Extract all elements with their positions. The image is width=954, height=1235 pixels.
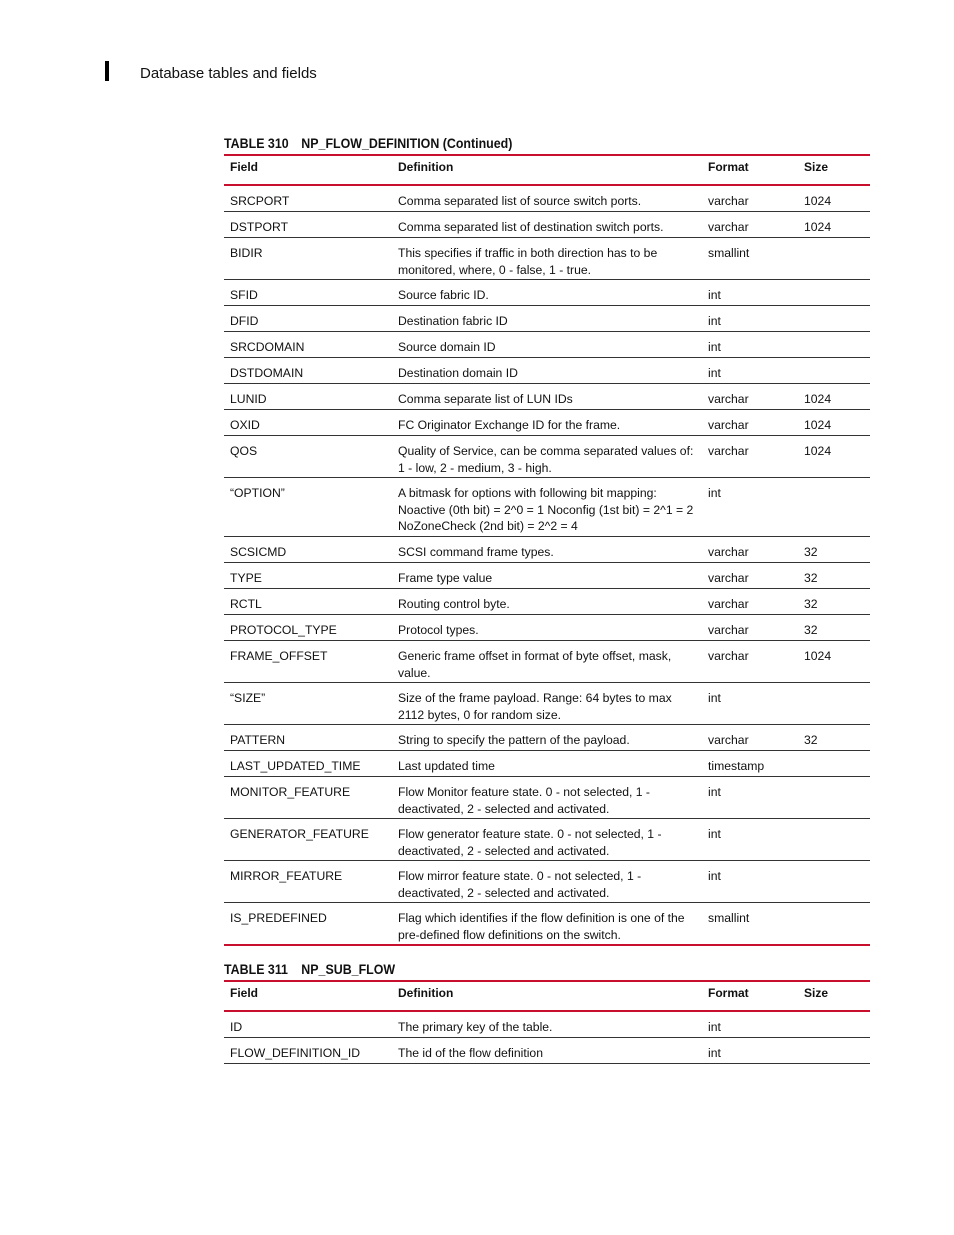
cell-format: timestamp: [702, 751, 798, 777]
table-row: [224, 332, 870, 358]
cell-format: varchar: [702, 589, 798, 615]
cell-format: smallint: [702, 238, 798, 280]
cell-definition: The id of the flow definition: [392, 1038, 702, 1064]
table-row: [224, 563, 870, 589]
cell-definition: SCSI command frame types.: [392, 537, 702, 563]
cell-field: DSTPORT: [224, 212, 392, 238]
cell-definition: Quality of Service, can be comma separated values of: 1 - low, 2 - medium, 3 - high.: [392, 436, 702, 478]
cell-field: FRAME_OFFSET: [224, 641, 392, 683]
column-header-size: Size: [804, 160, 829, 174]
cell-size: 1024: [798, 185, 870, 212]
cell-size: [798, 819, 870, 861]
cell-definition: Flow Monitor feature state. 0 - not selected, 1 - deactivated, 2 - selected and activated.: [392, 777, 702, 819]
cell-field: BIDIR: [224, 238, 392, 280]
cell-definition: This specifies if traffic in both direction has to be monitored, where, 0 - false, 1 - true.: [392, 238, 702, 280]
table-311: [224, 960, 870, 1064]
cell-format: int: [702, 332, 798, 358]
header-rule: [105, 61, 109, 81]
cell-size: 1024: [798, 384, 870, 410]
cell-definition: Generic frame offset in format of byte offset, mask, value.: [392, 641, 702, 683]
table-row: [224, 903, 870, 946]
cell-field: SRCDOMAIN: [224, 332, 392, 358]
column-header-format: Format: [708, 160, 749, 174]
cell-definition: Destination fabric ID: [392, 306, 702, 332]
cell-size: [798, 751, 870, 777]
cell-format: varchar: [702, 641, 798, 683]
table-number: TABLE 310: [224, 136, 289, 151]
cell-format: varchar: [702, 563, 798, 589]
cell-size: [798, 280, 870, 306]
cell-field: QOS: [224, 436, 392, 478]
column-header-definition: Definition: [398, 986, 454, 1000]
table-row: [224, 1038, 870, 1064]
cell-size: [798, 1011, 870, 1038]
cell-size: [798, 306, 870, 332]
cell-field: DFID: [224, 306, 392, 332]
table-row: [224, 306, 870, 332]
table-body: [224, 185, 870, 945]
column-header-field: Field: [230, 160, 259, 174]
cell-field: RCTL: [224, 589, 392, 615]
cell-definition: Source domain ID: [392, 332, 702, 358]
cell-field: IS_PREDEFINED: [224, 903, 392, 946]
cell-field: “SIZE”: [224, 683, 392, 725]
table-row: [224, 615, 870, 641]
cell-field: SRCPORT: [224, 185, 392, 212]
table-row: [224, 384, 870, 410]
table-row: [224, 777, 870, 819]
table-title: NP_FLOW_DEFINITION (Continued): [301, 136, 513, 151]
cell-field: OXID: [224, 410, 392, 436]
table-310: [224, 134, 870, 946]
table-number: TABLE 311: [224, 962, 288, 977]
table-row: [224, 819, 870, 861]
table-row: [224, 589, 870, 615]
table-header-row: [224, 155, 870, 185]
cell-size: [798, 1038, 870, 1064]
cell-field: SCSICMD: [224, 537, 392, 563]
cell-format: int: [702, 478, 798, 537]
table-row: [224, 641, 870, 683]
cell-definition: Comma separated list of destination switch ports.: [392, 212, 702, 238]
cell-field: MONITOR_FEATURE: [224, 777, 392, 819]
cell-size: [798, 332, 870, 358]
cell-definition: Flow mirror feature state. 0 - not selected, 1 - deactivated, 2 - selected and activated.: [392, 861, 702, 903]
cell-definition: Destination domain ID: [392, 358, 702, 384]
table-body: [224, 1011, 870, 1064]
cell-size: 1024: [798, 436, 870, 478]
cell-size: 32: [798, 563, 870, 589]
column-header-size: Size: [804, 986, 829, 1000]
cell-field: LAST_UPDATED_TIME: [224, 751, 392, 777]
table-caption: [224, 134, 818, 154]
table-caption: [224, 960, 818, 980]
cell-format: int: [702, 1011, 798, 1038]
cell-size: 32: [798, 537, 870, 563]
table-header-row: [224, 981, 870, 1011]
cell-definition: String to specify the pattern of the payload.: [392, 725, 702, 751]
table-row: [224, 436, 870, 478]
cell-field: GENERATOR_FEATURE: [224, 819, 392, 861]
cell-size: [798, 358, 870, 384]
cell-definition: Comma separated list of source switch ports.: [392, 185, 702, 212]
table-row: [224, 238, 870, 280]
cell-field: “OPTION”: [224, 478, 392, 537]
cell-format: varchar: [702, 615, 798, 641]
table-row: [224, 725, 870, 751]
cell-format: varchar: [702, 384, 798, 410]
cell-definition: Flow generator feature state. 0 - not selected, 1 - deactivated, 2 - selected and activated.: [392, 819, 702, 861]
cell-definition: Size of the frame payload. Range: 64 bytes to max 2112 bytes, 0 for random size.: [392, 683, 702, 725]
cell-size: 32: [798, 725, 870, 751]
cell-definition: The primary key of the table.: [392, 1011, 702, 1038]
cell-field: TYPE: [224, 563, 392, 589]
cell-size: [798, 238, 870, 280]
cell-format: int: [702, 861, 798, 903]
cell-definition: FC Originator Exchange ID for the frame.: [392, 410, 702, 436]
page-header-title: Database tables and fields: [140, 65, 317, 82]
cell-size: [798, 903, 870, 946]
cell-field: PATTERN: [224, 725, 392, 751]
cell-format: int: [702, 306, 798, 332]
cell-size: 32: [798, 615, 870, 641]
cell-format: varchar: [702, 436, 798, 478]
table-row: [224, 410, 870, 436]
table-row: [224, 280, 870, 306]
cell-field: LUNID: [224, 384, 392, 410]
cell-size: 32: [798, 589, 870, 615]
cell-format: int: [702, 358, 798, 384]
cell-field: FLOW_DEFINITION_ID: [224, 1038, 392, 1064]
table-row: [224, 861, 870, 903]
cell-size: 1024: [798, 410, 870, 436]
table-row: [224, 185, 870, 212]
cell-size: [798, 683, 870, 725]
cell-definition: Flag which identifies if the flow definition is one of the pre-defined flow definitions on the switch.: [392, 903, 702, 946]
cell-format: varchar: [702, 725, 798, 751]
table-title: NP_SUB_FLOW: [301, 962, 396, 977]
cell-definition: Source fabric ID.: [392, 280, 702, 306]
table-row: [224, 751, 870, 777]
cell-format: int: [702, 819, 798, 861]
cell-size: [798, 861, 870, 903]
cell-format: smallint: [702, 903, 798, 946]
cell-size: [798, 777, 870, 819]
cell-field: SFID: [224, 280, 392, 306]
cell-format: varchar: [702, 185, 798, 212]
column-header-format: Format: [708, 986, 749, 1000]
cell-field: DSTDOMAIN: [224, 358, 392, 384]
table-row: [224, 212, 870, 238]
data-table: [224, 154, 870, 946]
table-row: [224, 683, 870, 725]
cell-definition: A bitmask for options with following bit mapping: Noactive (0th bit) = 2^0 = 1 Noconfig (1st bit) = 2^1 = 2 NoZoneCheck (2nd bit) = 2^2 = 4: [392, 478, 702, 537]
cell-definition: Last updated time: [392, 751, 702, 777]
cell-size: 1024: [798, 212, 870, 238]
cell-field: MIRROR_FEATURE: [224, 861, 392, 903]
table-row: [224, 1011, 870, 1038]
cell-format: varchar: [702, 537, 798, 563]
table-row: [224, 478, 870, 537]
cell-format: varchar: [702, 410, 798, 436]
column-header-field: Field: [230, 986, 259, 1000]
table-row: [224, 358, 870, 384]
cell-size: [798, 478, 870, 537]
cell-definition: Frame type value: [392, 563, 702, 589]
cell-format: int: [702, 1038, 798, 1064]
cell-format: int: [702, 777, 798, 819]
cell-format: varchar: [702, 212, 798, 238]
cell-definition: Routing control byte.: [392, 589, 702, 615]
cell-size: 1024: [798, 641, 870, 683]
cell-format: int: [702, 683, 798, 725]
cell-format: int: [702, 280, 798, 306]
table-row: [224, 537, 870, 563]
cell-field: PROTOCOL_TYPE: [224, 615, 392, 641]
data-table: [224, 980, 870, 1064]
cell-field: ID: [224, 1011, 392, 1038]
column-header-definition: Definition: [398, 160, 454, 174]
cell-definition: Comma separate list of LUN IDs: [392, 384, 702, 410]
cell-definition: Protocol types.: [392, 615, 702, 641]
